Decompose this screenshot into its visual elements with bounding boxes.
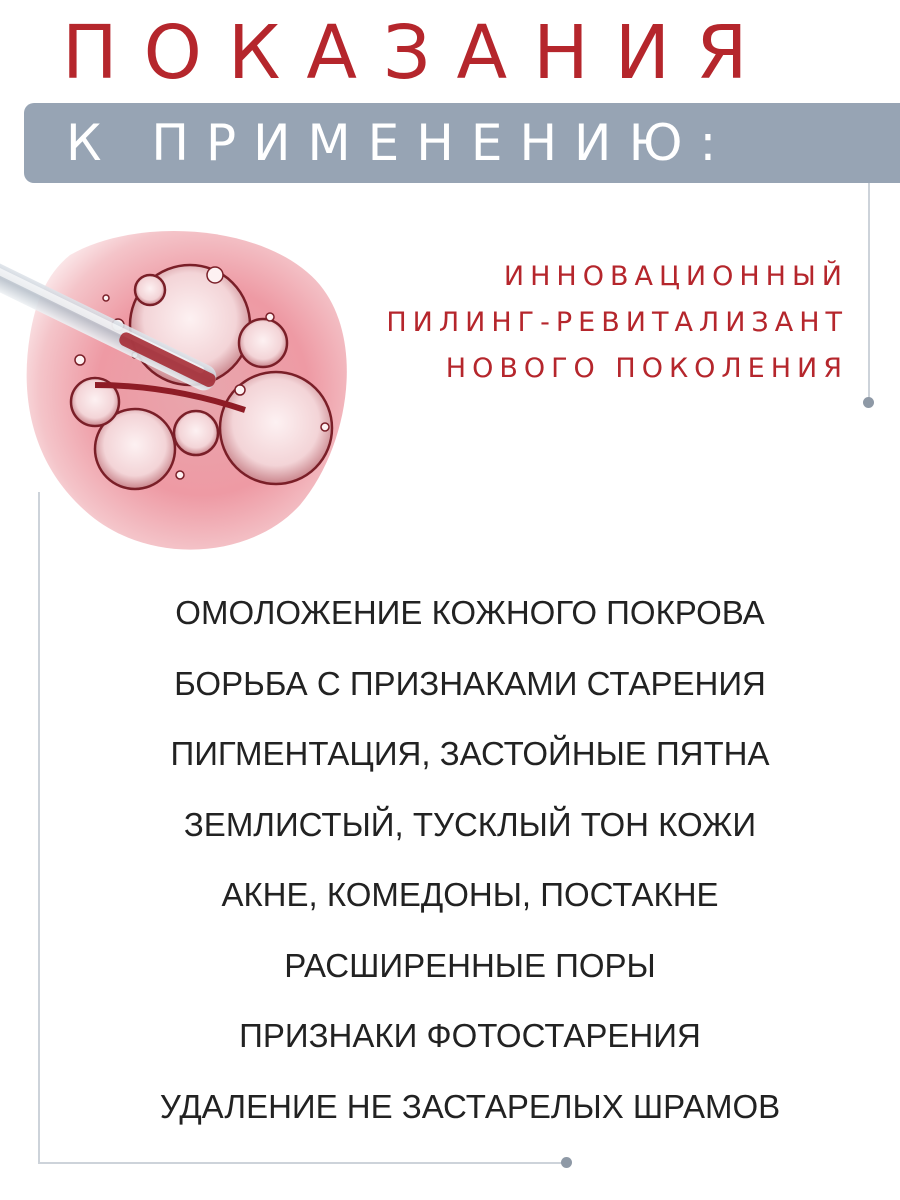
indication-item: ПРИЗНАКИ ФОТОСТАРЕНИЯ: [239, 1017, 701, 1054]
page-title: ПОКАЗАНИЯ: [62, 10, 774, 96]
indication-item: ЗЕМЛИСТЫЙ, ТУСКЛЫЙ ТОН КОЖИ: [183, 805, 757, 843]
indication-item: ПИГМЕНТАЦИЯ, ЗАСТОЙНЫЕ ПЯТНА: [170, 735, 770, 772]
indication-item: БОРЬБА С ПРИЗНАКАМИ СТАРЕНИЯ: [174, 664, 766, 702]
tagline-line: НОВОГО ПОКОЛЕНИЯ: [445, 353, 848, 384]
page-subtitle: К ПРИМЕНЕНИЮ:: [66, 114, 734, 172]
decorative-dot-bottom: [561, 1157, 572, 1168]
indication-item: РАСШИРЕННЫЕ ПОРЫ: [284, 946, 656, 984]
decorative-dot-right: [863, 397, 874, 408]
decorative-line-bottom: [38, 1162, 566, 1164]
indications-list: [40, 578, 900, 1142]
serum-drop-illustration: [0, 215, 370, 575]
tagline-line: ПИЛИНГ-РЕВИТАЛИЗАНТ: [386, 307, 848, 338]
indication-item: АКНЕ, КОМЕДОНЫ, ПОСТАКНЕ: [221, 876, 719, 913]
indication-item: УДАЛЕНИЕ НЕ ЗАСТАРЕЛЫХ ШРАМОВ: [159, 1087, 781, 1125]
tagline-line: ИННОВАЦИОННЫЙ: [503, 261, 848, 292]
decorative-line-right: [868, 183, 870, 403]
indication-item: ОМОЛОЖЕНИЕ КОЖНОГО ПОКРОВА: [175, 594, 765, 631]
product-tagline: [288, 254, 848, 392]
